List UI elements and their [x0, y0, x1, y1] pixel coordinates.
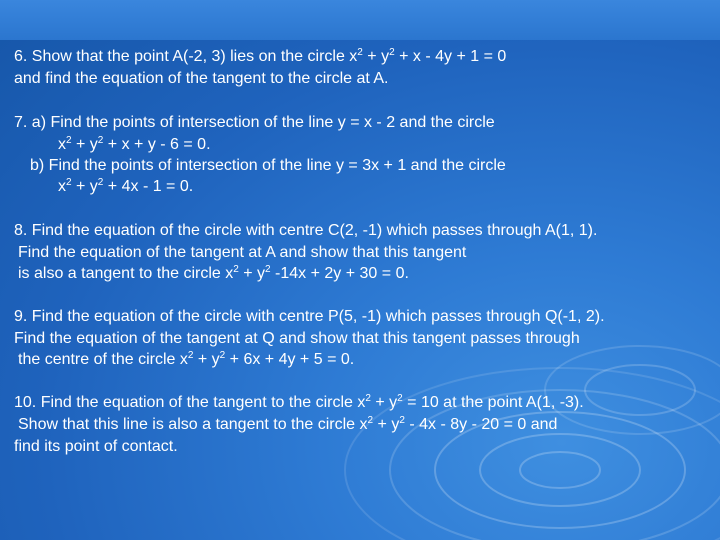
superscript-two: 2: [389, 47, 395, 58]
superscript-two: 2: [66, 177, 72, 188]
q10-line2: Show that this line is also a tangent to the circle $x^2 + y^2 - 4x - 8y - 20 = 0$ and: [18, 415, 558, 433]
q6-line1: 6. Show that the point A(-2, 3) lies on the circle $x^2 + y^2 + x - 4y + 1 = 0$: [14, 47, 507, 65]
superscript-two: 2: [187, 350, 194, 361]
q9-line2: Find the equation of the tangent at Q and show that this tangent passes through: [14, 330, 580, 347]
superscript-two: 2: [367, 415, 374, 426]
q7-line1: 7. a) Find the points of intersection of the line y = x - 2 and the circle: [14, 114, 495, 131]
q9-line1: 9. Find the equation of the circle with centre P(5, -1) which passes through Q(-1, 2).: [14, 308, 605, 325]
superscript-two: 2: [219, 350, 226, 361]
q6-line2: and find the equation of the tangent to the circle at A.: [14, 70, 389, 87]
superscript-two: 2: [365, 393, 371, 404]
q8-line3: is also a tangent to the circle $x^2 + y^2$ -14x + 2y + 30 = 0.: [18, 264, 409, 282]
superscript-two: 2: [66, 135, 72, 146]
q7-line4: $x^2 + y^2 + 4x - 1 = 0$.: [58, 177, 194, 195]
q8-line2: Find the equation of the tangent at A and show that this tangent: [18, 244, 467, 261]
superscript-two: 2: [397, 393, 403, 404]
q10-line1: 10. Find the equation of the tangent to the circle $x^2 + y^2 = 10$ at the point A(1, -3).: [14, 393, 584, 411]
q7-line2: $x^2 + y^2 + x + y - 6 = 0$.: [58, 135, 211, 153]
superscript-two: 2: [97, 135, 104, 146]
superscript-two: 2: [233, 264, 239, 275]
q9-line3: the centre of the circle $x^2 + y^2 + 6x + 4y + 5 = 0$.: [18, 350, 355, 368]
superscript-two: 2: [265, 264, 271, 275]
superscript-two: 2: [97, 177, 104, 188]
q10-line3: find its point of contact.: [14, 438, 178, 455]
superscript-two: 2: [357, 47, 363, 58]
superscript-two: 2: [399, 415, 405, 426]
q7-line3: b) Find the points of intersection of the line y = 3x + 1 and the circle: [30, 157, 506, 174]
q8-line1: 8. Find the equation of the circle with centre C(2, -1) which passes through A(1, 1).: [14, 222, 598, 239]
